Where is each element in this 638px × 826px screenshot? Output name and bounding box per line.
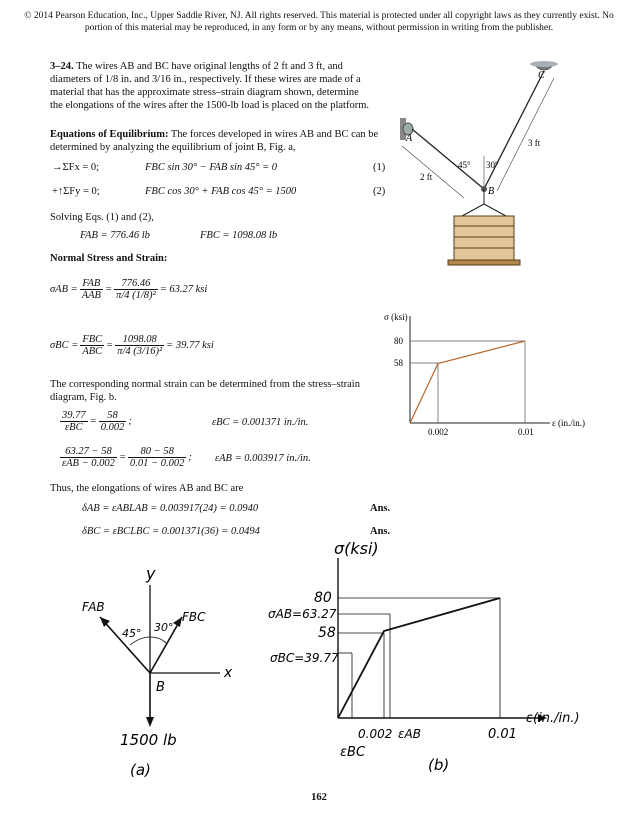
fbd-label-b: B xyxy=(156,680,165,695)
eq1: FBC sin 30° − FAB sin 45° = 0 xyxy=(145,162,278,173)
sigma-ab-equation: σAB = $\frac{\text{FAB}}{\text{AAB}}$ = $\frac{776.46}{\text{π/4 (1/8)²}}$ = 63.27 ksi xyxy=(50,278,208,301)
sigma-bc-frac xyxy=(80,334,104,357)
problem-text: The wires AB and BC have original lengths of 2 ft and 3 ft, and diameters of 1/8 in. and 3/16 in., respectively. If these wires are made of a material that has the approximate stress–strain diagram shown, determine the elongations of the wires after the 1500-lb load is placed on the platform. xyxy=(50,61,369,111)
force-fbc-arrowhead xyxy=(173,617,182,627)
label-angle-45: 45° xyxy=(458,160,471,170)
crate xyxy=(454,216,514,260)
fbc-result: FBC = 1098.08 lb xyxy=(200,230,278,241)
strain-ab-n1: 63.27 − 58 xyxy=(60,446,117,458)
force-fab-arrow xyxy=(100,617,150,673)
support-c-plate xyxy=(530,61,558,67)
chart-ylabel: σ (ksi) xyxy=(384,312,408,322)
sigma-ab-den: π/4 (1/8)² xyxy=(116,290,156,301)
page-number: 162 xyxy=(311,792,327,803)
label-c: C xyxy=(538,70,545,81)
stress-heading: Normal Stress and Strain: xyxy=(50,253,168,264)
eq2-tag: (2) xyxy=(373,186,386,197)
free-body-diagram-a xyxy=(60,565,240,785)
tick-58: 58 xyxy=(394,358,403,368)
solving-text: Solving Eqs. (1) and (2), xyxy=(50,212,154,223)
sigma-bc-frac-num: FBC xyxy=(82,334,103,345)
hanger-left xyxy=(462,204,484,216)
b-label-80: 80 xyxy=(314,590,332,606)
tick-0002: 0.002 xyxy=(428,427,449,437)
sigma-bc-lhs: σBC = xyxy=(50,340,79,351)
strain-bc-d1: εBC xyxy=(65,422,83,433)
equilibrium-text: The forces developed in wires AB and BC can be determined by analyzing the equilibrium of joint B, Fig. a, xyxy=(50,129,379,153)
tick-80: 80 xyxy=(394,336,403,346)
strain-ab-result: εAB = 0.003917 in./in. xyxy=(215,453,311,464)
b-label-xlabel: ε(in./in.) xyxy=(526,711,580,726)
stress-strain-diagram-b xyxy=(268,538,618,788)
sigma-ab-frac xyxy=(80,278,103,301)
sigma-ab-result: = 63.27 ksi xyxy=(159,284,208,295)
delta-bc: δBC = εBCLBC = 0.001371(36) = 0.0494 xyxy=(82,526,260,537)
strain-ab-equation: $\frac{63.27 - 58}{\text{εAB − 0.002}}$ = $\frac{80 - 58}{0.01 - 0.002}$ ; xyxy=(62,446,192,469)
strain-bc-d2: 0.002 xyxy=(100,422,125,433)
strain-bc-frac2 xyxy=(99,410,127,433)
fbd-caption: (a) xyxy=(130,761,151,779)
equilibrium-heading: Equations of Equilibrium: xyxy=(50,129,169,140)
dim-line-bc xyxy=(497,78,554,191)
fbd-label-45: 45° xyxy=(122,627,142,640)
b-label-eab: εAB xyxy=(398,727,421,741)
b-label-ylabel: σ(ksi) xyxy=(334,539,379,558)
fbd-label-x: x xyxy=(224,665,233,681)
fab-result: FAB = 776.46 lb xyxy=(80,230,150,241)
copyright-notice: © 2014 Pearson Education, Inc., Upper Saddle River, NJ. All rights reserved. This material is protected under all copyright laws as they currently exist. No portion of this material may be reproduced, in any form or by any means, without permission in writing from the publisher. xyxy=(24,11,614,33)
thus-text: Thus, the elongations of wires AB and BC are xyxy=(50,483,244,494)
sigma-bc-value-frac xyxy=(115,334,164,357)
b-label-0002: 0.002 xyxy=(358,727,393,741)
sigma-ab-value-frac xyxy=(114,278,158,301)
b-label-001: 0.01 xyxy=(488,727,517,742)
stress-strain-chart-small xyxy=(380,308,630,448)
sigma-bc-result: = 39.77 ksi xyxy=(166,340,214,351)
sigma-ab-frac-num: FAB xyxy=(80,278,103,290)
b-label-6327: σAB=63.27 xyxy=(268,607,337,621)
b-stress-strain-curve xyxy=(338,598,500,718)
b-label-3977: σBC=39.77 xyxy=(270,651,339,665)
sigma-ab-num: 776.46 xyxy=(114,278,158,290)
b-label-58: 58 xyxy=(318,625,336,641)
strain-ab-d2: 0.01 − 0.002 xyxy=(130,458,185,469)
fbd-label-fab: FAB xyxy=(82,600,105,614)
sigma-ab-frac-den: AAB xyxy=(81,290,101,301)
eq2: FBC cos 30° + FAB cos 45° = 1500 xyxy=(145,186,297,197)
stress-strain-curve xyxy=(410,341,525,423)
label-len-bc: 3 ft xyxy=(528,138,541,148)
eq2-left: +↑ΣFy = 0; xyxy=(52,186,100,197)
strain-ab-n2: 80 − 58 xyxy=(128,446,186,458)
strain-ab-d1: εAB − 0.002 xyxy=(62,458,115,469)
strain-ab-frac1 xyxy=(60,446,117,469)
fbd-label-load: 1500 lb xyxy=(120,731,177,749)
sigma-bc-num: 1098.08 xyxy=(115,334,164,346)
problem-statement xyxy=(50,60,372,112)
sigma-bc-equation: σBC = $\frac{\text{FBC}}{\text{ABC}}$ = $\frac{1098.08}{\text{π/4 (3/16)²}}$ = 39.77 ksi xyxy=(50,334,214,357)
chart-xlabel: ε (in./in.) xyxy=(552,418,586,428)
label-b: B xyxy=(488,186,495,197)
sigma-bc-frac-den: ABC xyxy=(82,346,103,357)
strain-bc-result: εBC = 0.001371 in./in. xyxy=(212,417,309,428)
label-angle-30: 30° xyxy=(486,160,499,170)
tick-001: 0.01 xyxy=(518,427,534,437)
angle-arc-30 xyxy=(150,637,166,643)
strain-ab-frac2 xyxy=(128,446,186,469)
fbd-label-fbc: FBC xyxy=(182,610,206,624)
problem-number: 3–24. xyxy=(50,61,74,72)
equilibrium-paragraph xyxy=(50,128,390,154)
sigma-bc-den: π/4 (3/16)² xyxy=(117,346,163,357)
strain-text: The corresponding normal strain can be determined from the stress–strain diagram, Fig. b. xyxy=(50,379,360,403)
eq1-tag: (1) xyxy=(373,162,386,173)
strain-bc-frac1 xyxy=(60,410,88,433)
wire-figure xyxy=(392,56,582,296)
strain-bc-n1: 39.77 xyxy=(62,410,86,421)
label-a: A xyxy=(406,133,413,144)
b-label-ebc: εBC xyxy=(340,745,366,760)
hanger-right xyxy=(484,204,506,216)
eq1-left: →ΣFx = 0; xyxy=(52,162,100,173)
ans-1: Ans. xyxy=(370,503,391,514)
dim-line-ab xyxy=(402,146,464,198)
ans-2: Ans. xyxy=(370,526,391,537)
fbd-label-y: y xyxy=(146,565,156,583)
platform xyxy=(448,260,520,265)
wire-bc xyxy=(484,71,544,189)
delta-ab: δAB = εABLAB = 0.003917(24) = 0.0940 xyxy=(82,503,259,514)
label-len-ab: 2 ft xyxy=(420,172,433,182)
sigma-ab-lhs: σAB = xyxy=(50,284,78,295)
strain-bc-equation: $\frac{39.77}{\text{εBC}}$ = $\frac{58}{0.002}$ ; xyxy=(62,410,132,433)
b-caption: (b) xyxy=(428,756,450,774)
strain-bc-n2: 58 xyxy=(99,410,127,422)
fbd-label-30: 30° xyxy=(154,621,174,634)
load-arrowhead xyxy=(146,717,154,727)
